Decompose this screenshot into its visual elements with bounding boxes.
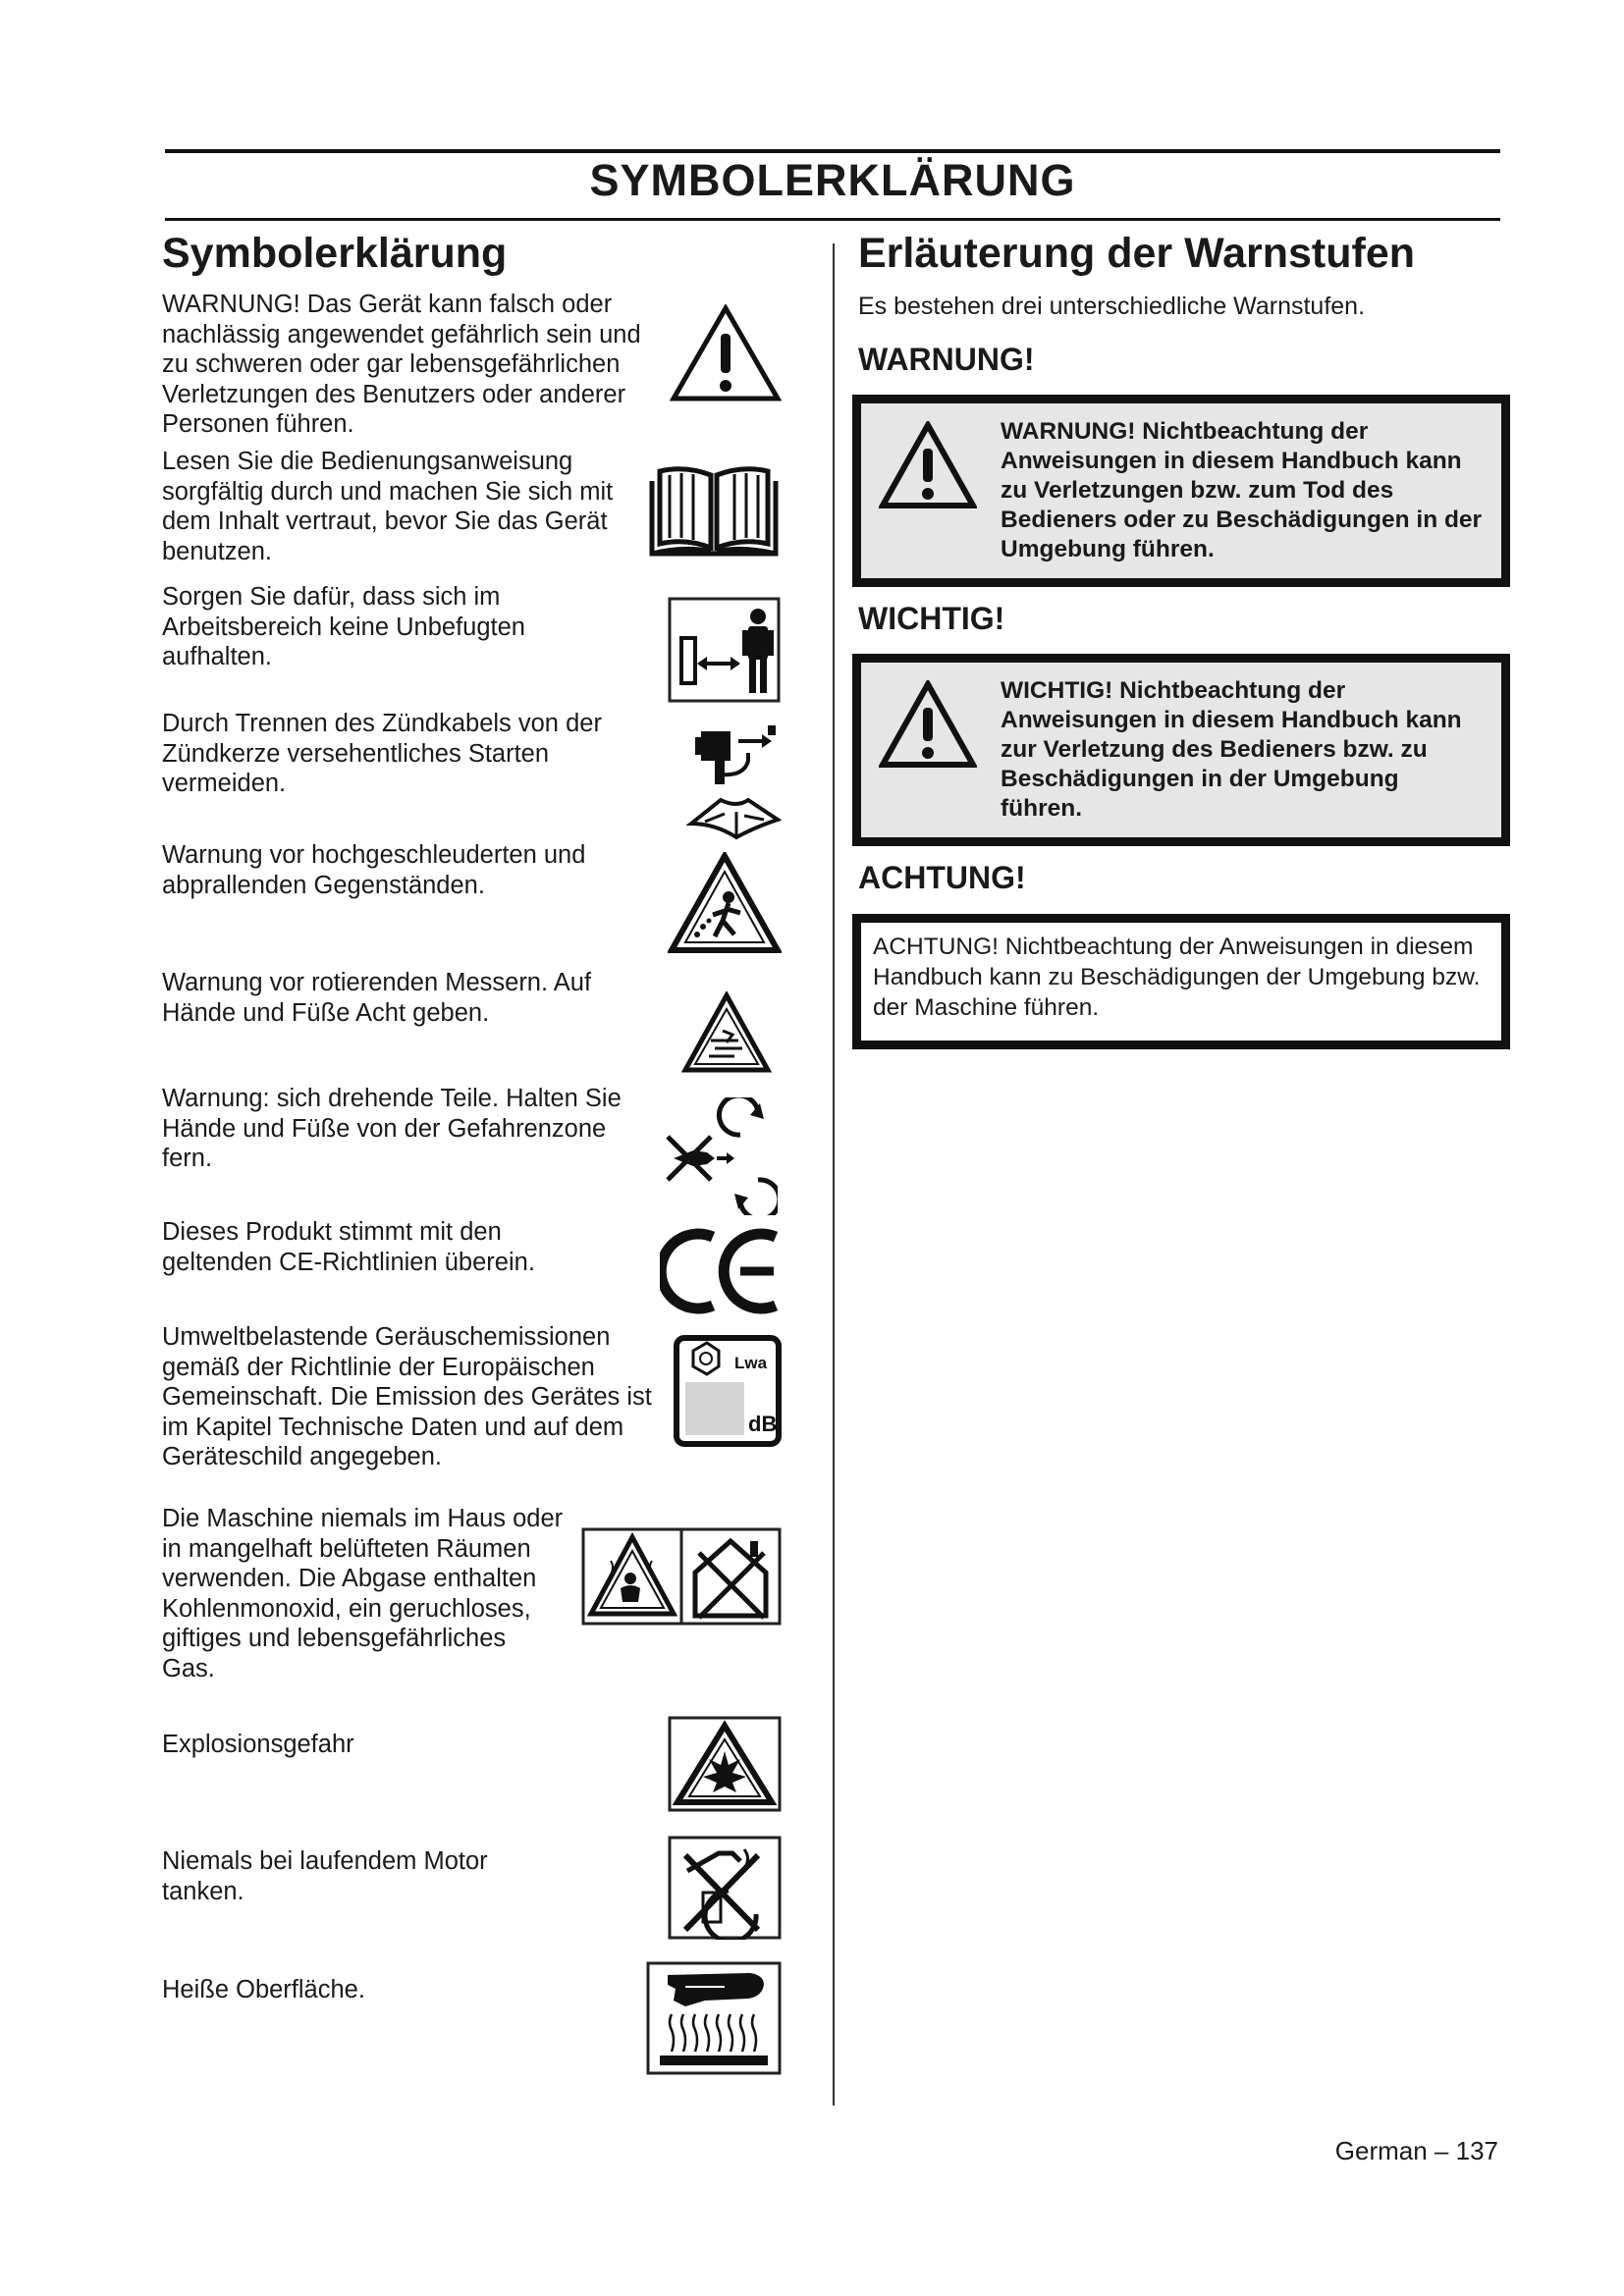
symbol-text-explosion: Explosionsgefahr xyxy=(162,1731,354,1758)
symbol-text-read-manual: Lesen Sie die Bedienungsanweisung sorgfältig durch und machen Sie sich mit dem Inhalt vertraut, bevor Sie das Gerät benutzen. xyxy=(162,448,614,565)
symbol-text-spark-plug: Durch Trennen des Zündkabels von der Zündkerze versehentliches Starten vermeiden. xyxy=(162,710,602,797)
title-underline xyxy=(165,218,1500,221)
symbol-text-bystanders: Sorgen Sie dafür, dass sich im Arbeitsbereich keine Unbefugten aufhalten. xyxy=(162,583,525,670)
warning-triangle-icon xyxy=(879,421,977,509)
warning-box-warnung xyxy=(852,395,1510,587)
thrown-objects-icon xyxy=(668,852,782,954)
page-title: SYMBOLERKLÄRUNG xyxy=(589,155,1076,205)
right-heading: Erläuterung der Warnstufen xyxy=(858,230,1416,277)
symbol-text-rotating-parts: Warnung: sich drehende Teile. Halten Sie Hände und Füße von der Gefahrenzone fern. xyxy=(162,1085,622,1172)
left-heading: Symbolerklärung xyxy=(162,230,508,277)
warning-box-text: WARNUNG! Nichtbeachtung der Anweisungen in diesem Handbuch kann zu Verletzungen bzw. zum Tod des Bedieners oder zu Beschädigungen in der Umgebung führen. xyxy=(1001,418,1483,562)
warning-box-text: WICHTIG! Nichtbeachtung der Anweisungen in diesem Handbuch kann zur Verletzung des Bedieners bzw. zu Beschädigungen in der Umgebung führen. xyxy=(1001,677,1462,822)
page-number: German – 137 xyxy=(1334,2136,1498,2165)
symbol-text-carbon-monoxide: Die Maschine niemals im Haus oder in mangelhaft belüfteten Räumen verwenden. Die Abgase enthalten Kohlenmonoxid, ein geruchloses, giftiges und lebensgefährliches Gas. xyxy=(162,1505,564,1682)
level-title-achtung: ACHTUNG! xyxy=(858,860,1026,895)
symbol-text-no-refuel: Niemals bei laufendem Motor tanken. xyxy=(162,1847,488,1905)
explosion-icon xyxy=(668,1716,782,1812)
hot-surface-icon xyxy=(646,1961,782,2075)
intro-text: Es bestehen drei unterschiedliche Warnstufen. xyxy=(858,293,1366,320)
column-divider xyxy=(833,243,835,2106)
warning-triangle-icon xyxy=(879,680,977,769)
level-title-wichtig: WICHTIG! xyxy=(858,601,1005,636)
level-title-warnung: WARNUNG! xyxy=(858,342,1035,377)
top-rule xyxy=(165,149,1500,153)
keep-distance-icon xyxy=(668,597,781,703)
warning-triangle-icon xyxy=(670,304,782,402)
symbol-text-noise: Umweltbelastende Geräuschemissionen gemäß der Richtlinie der Europäischen Gemeinschaft. Die Emission des Gerätes ist im Kapitel Technische Daten und auf dem Geräteschild angegeben. xyxy=(162,1323,652,1470)
symbol-text-thrown-objects: Warnung vor hochgeschleuderten und abprallenden Gegenständen. xyxy=(162,841,586,899)
lwa-label: Lwa xyxy=(734,1354,768,1372)
symbol-text-ce: Dieses Produkt stimmt mit den geltenden CE-Richtlinien überein. xyxy=(162,1218,535,1276)
symbol-text-warning: WARNUNG! Das Gerät kann falsch oder nachlässig angewendet gefährlich sein und zu schweren oder gar lebensgefährlichen Verletzungen des Benutzers oder anderer Personen führen. xyxy=(162,291,641,438)
ce-mark-icon xyxy=(660,1227,782,1315)
noise-emission-icon xyxy=(674,1335,782,1447)
symbol-text-rotating-blades: Warnung vor rotierenden Messern. Auf Hände und Füße Acht geben. xyxy=(162,969,592,1027)
symbol-text-hot-surface: Heiße Oberfläche. xyxy=(162,1976,365,2003)
warning-box-achtung xyxy=(852,914,1510,1049)
spark-plug-disconnect-icon xyxy=(685,721,782,843)
no-refuel-icon xyxy=(668,1836,782,1940)
rotating-parts-icon xyxy=(664,1097,778,1215)
warning-box-text: ACHTUNG! Nichtbeachtung der Anweisungen in diesem Handbuch kann zu Beschädigungen der Umgebung bzw. der Maschine führen. xyxy=(873,934,1481,1021)
db-label: dB xyxy=(748,1412,778,1436)
warning-box-wichtig xyxy=(852,654,1510,846)
open-manual-icon xyxy=(646,461,782,560)
rotating-blades-icon xyxy=(681,991,772,1074)
carbon-monoxide-icon xyxy=(581,1527,782,1626)
